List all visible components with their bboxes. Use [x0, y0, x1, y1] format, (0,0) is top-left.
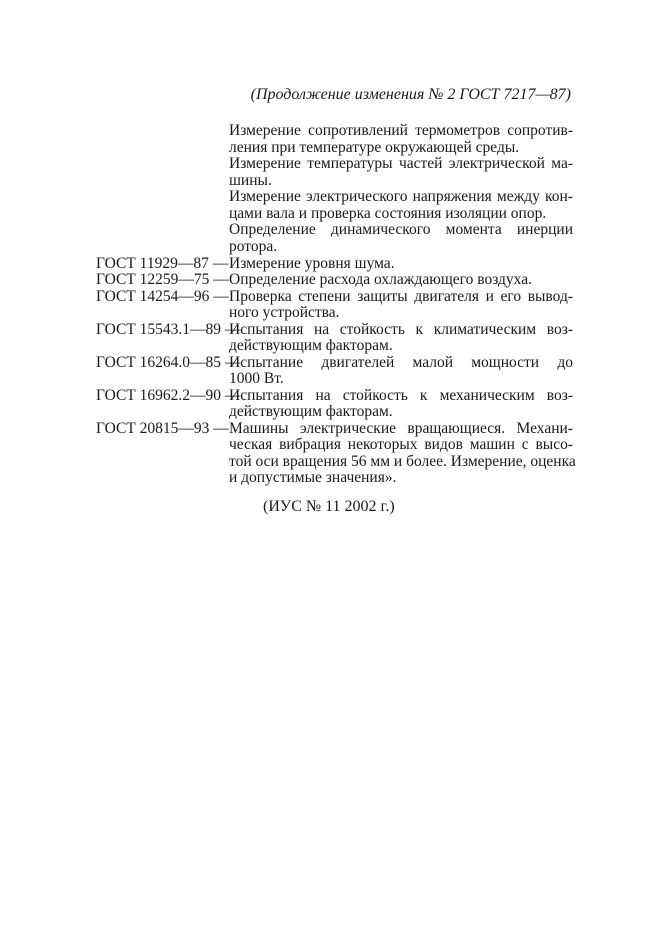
intro-line: Измерение сопротивлений термометров сопротив-	[229, 122, 573, 139]
standard-description: ческая вибрация некоторых видов машин с высо-	[229, 436, 573, 453]
standard-code: ГОСТ 11929—87 —	[96, 255, 229, 272]
intro-line: ротора.	[229, 238, 278, 255]
standard-description: действующим факторам.	[229, 403, 393, 420]
standard-code: ГОСТ 15543.1—89 —	[96, 321, 241, 338]
standard-description: и допустимые значения».	[229, 469, 397, 486]
standard-description: Испытание двигателей малой мощности до	[229, 354, 573, 371]
standard-description: Машины электрические вращающиеся. Механи-	[229, 420, 573, 437]
standard-code: ГОСТ 20815—93 —	[96, 420, 229, 437]
standard-code: ГОСТ 16264.0—85 —	[96, 354, 241, 371]
standard-description: 1000 Вт.	[229, 370, 284, 387]
standard-description: Определение расхода охлаждающего воздуха.	[229, 271, 532, 288]
intro-line: шины.	[229, 172, 272, 189]
intro-line: Измерение электрического напряжения между кон-	[229, 188, 573, 205]
standard-code: ГОСТ 16962.2—90 —	[96, 387, 241, 404]
intro-line: Определение динамического момента инерции	[229, 221, 573, 238]
standard-description: действующим факторам.	[229, 337, 393, 354]
intro-line: ления при температуре окружающей среды.	[229, 139, 520, 156]
standard-description: той оси вращения 56 мм и более. Измерение, оценка	[229, 453, 576, 470]
standard-description: Испытания на стойкость к климатическим воз-	[229, 321, 573, 338]
footer-note: (ИУС № 11 2002 г.)	[263, 498, 395, 515]
intro-line: цами вала и проверка состояния изоляции опор.	[229, 205, 547, 222]
standard-description: ного устройства.	[229, 304, 340, 321]
standard-code: ГОСТ 14254—96 —	[96, 288, 229, 305]
page-header: (Продолжение изменения № 2 ГОСТ 7217—87)	[250, 86, 571, 103]
standard-code: ГОСТ 12259—75 —	[96, 271, 229, 288]
standard-description: Испытания на стойкость к механическим воз-	[229, 387, 573, 404]
intro-line: Измерение температуры частей электрической ма-	[229, 155, 573, 172]
standard-description: Измерение уровня шума.	[229, 255, 395, 272]
standard-description: Проверка степени защиты двигателя и его вывод-	[229, 288, 573, 305]
